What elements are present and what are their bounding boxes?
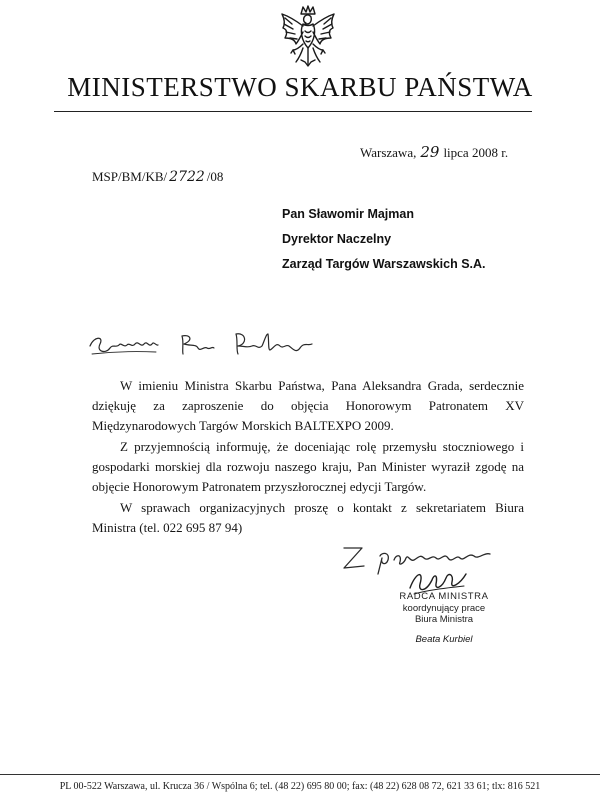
body-paragraph-2: Z przyjemnością informuję, że doceniając rolę przemysłu stoczniowego i gospodarki morskiej dla rozwoju naszego kraju, Pan Minister wyraził zgodę na objęcie Honorowym Patronatem przyszłorocznej edycji Targów. bbox=[92, 439, 524, 494]
addressee-organization: Zarząd Targów Warszawskich S.A. bbox=[282, 257, 486, 271]
date-month-year: lipca 2008 r. bbox=[443, 145, 509, 160]
header-divider bbox=[54, 111, 532, 112]
dateline bbox=[360, 143, 508, 161]
reference-prefix: MSP/BM/KB/ bbox=[92, 169, 168, 184]
date-day: 29 bbox=[420, 143, 440, 161]
addressee-name: Pan Sławomir Majman bbox=[282, 207, 414, 221]
eagle-emblem-icon bbox=[279, 4, 337, 70]
signatory-role-line-2: Biura Ministra bbox=[414, 614, 474, 625]
reference-handwritten-number: 2722 bbox=[169, 169, 205, 185]
reference-suffix: /08 bbox=[206, 169, 224, 184]
body-paragraph-1: W imieniu Ministra Skarbu Państwa, Pana Aleksandra Grada, serdecznie dziękuję za zaproszenie do objęcia Honorowym Patronatem XV Międzynarodowych Targów Morskich BALTEXPO 2009. bbox=[92, 378, 524, 433]
date-place: Warszawa, bbox=[360, 145, 417, 160]
footer-divider bbox=[0, 774, 600, 775]
signatory-name: Beata Kurbiel bbox=[415, 634, 473, 645]
handwritten-salutation bbox=[86, 324, 326, 364]
signatory-role-line-1: koordynujący prace bbox=[402, 603, 486, 614]
footer-contact-line: PL 00-522 Warszawa, ul. Krucza 36 / Wspólna 6; tel. (48 22) 695 80 00; fax: (48 22) 628 08 72, 621 33 61; tlx: 816 521 bbox=[59, 781, 541, 792]
reference-number bbox=[92, 169, 223, 185]
signatory-title: RADCA MINISTRA bbox=[399, 591, 489, 602]
body-paragraph-3: W sprawach organizacyjnych proszę o kontakt z sekretariatem Biura Ministra (tel. 022 695 87 94) bbox=[92, 500, 524, 535]
ministry-title: MINISTERSTWO SKARBU PAŃSTWA bbox=[67, 72, 533, 102]
addressee-title: Dyrektor Naczelny bbox=[282, 232, 392, 246]
